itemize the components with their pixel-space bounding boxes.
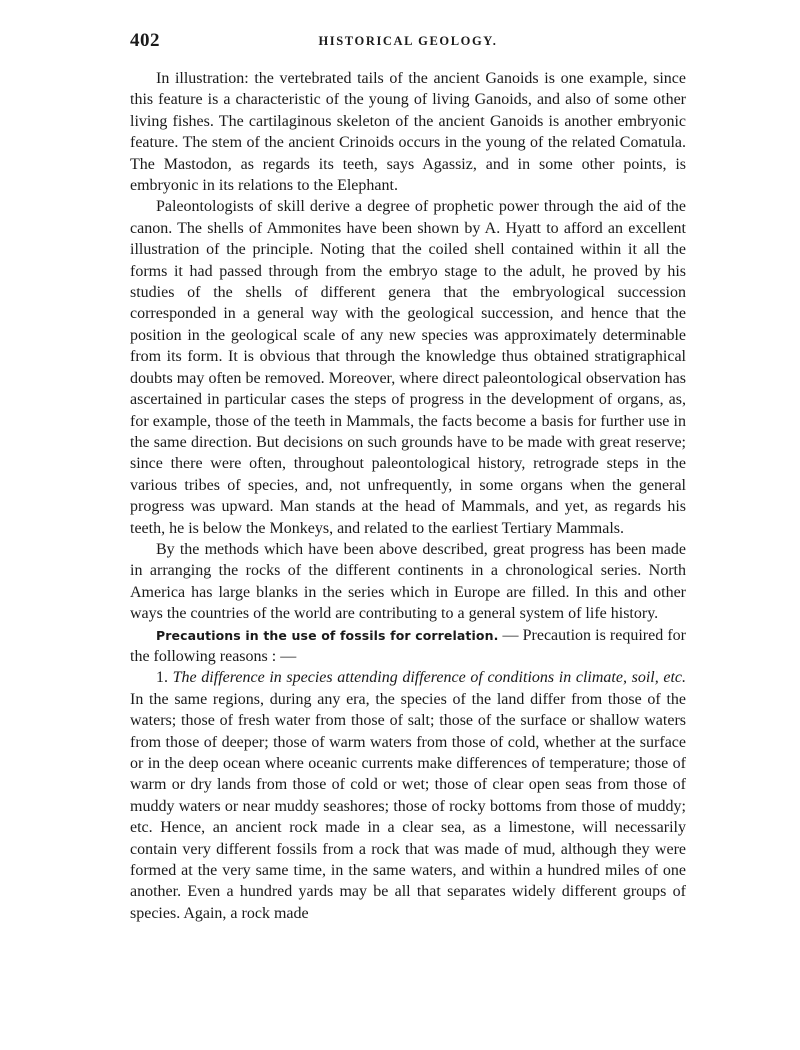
paragraph-illustration: In illustration: the vertebrated tails of the ancient Ganoids is one example, since this feature is a characteristic of the young of living Ganoids, and also of some other living fishes. The cartilaginous skeleton of the ancient Ganoids is another embryonic feature. The stem of the ancient Crinoids occurs in the young of the related Comatula. The Mastodon, as regards its teeth, says Agassiz, and in some other points, is embryonic in its relations to the Elephant. — [130, 70, 686, 195]
section-heading-precautions: Precautions in the use of fossils for correlation. — [156, 627, 499, 643]
running-title: HISTORICAL GEOLOGY. — [318, 34, 498, 48]
reason-heading: The difference in species attending difference of conditions in climate, soil, etc. — [172, 669, 687, 687]
reason-number: 1. — [156, 669, 173, 687]
reason-text: In the same regions, during any era, the species of the land differ from those of the waters; those of fresh water from those of salt; those of the surface or shallow waters from those of deeper; those of warm waters from those of cold, whether at the surface or in the deep ocean where oceanic currents make differences of temperature; those of warm or dry lands from those of cold or wet; those of clear open seas from those of muddy waters or near muddy seashores; those of rocky bottoms from those of muddy; etc. Hence, an ancient rock made in a clear sea, as a limestone, will necessarily contain very different fossils from a rock that was made of mud, although they were formed at the very same time, in the same waters, and within a hundred miles of one another. Even a hundred yards may be all that separates widely different groups of species. Again, a rock made — [130, 690, 686, 922]
book-page — [130, 30, 686, 924]
paragraph-reason-one — [130, 667, 686, 924]
paragraph-precautions — [130, 625, 686, 668]
paragraph-prophetic-power: Paleontologists of skill derive a degree of prophetic power through the aid of the canon. The shells of Ammonites have been shown by A. Hyatt to afford an excellent illustration of the principle. Noting that the coiled shell contained within it all the forms it had passed through from the embryo stage to the adult, he proved by his studies of the shells of different genera that the embryological succession corresponded in a general way with the geological succession, and hence that the position in the geological scale of any new species was approximately determinable from its form. It is obvious that through the knowledge thus obtained stratigraphical doubts may often be removed. Moreover, where direct paleontological observation has ascertained in particular cases the steps of progress in the development of organs, as, for example, those of the teeth in Mammals, the facts become a basis for further use in the same direction. But decisions on such grounds have to be made with great reserve; since there were often, throughout paleontological history, retrograde steps in the various tribes of species, and, not unfrequently, in some organs when the general progress was upward. Man stands at the head of Mammals, and yet, as regards his teeth, he is below the Monkeys, and related to the earliest Tertiary Mammals. — [130, 198, 686, 537]
body-text — [130, 68, 686, 924]
paragraph-chronological-series: By the methods which have been above described, great progress has been made in arranging the rocks of the different continents in a chronological series. North America has large blanks in the series which in Europe are filled. In this and other ways the countries of the world are contributing to a general system of life history. — [130, 540, 686, 623]
page-number: 402 — [130, 30, 160, 51]
precautions-text: — Precaution is required for the following reasons : — — [130, 626, 686, 665]
running-head — [130, 30, 686, 54]
